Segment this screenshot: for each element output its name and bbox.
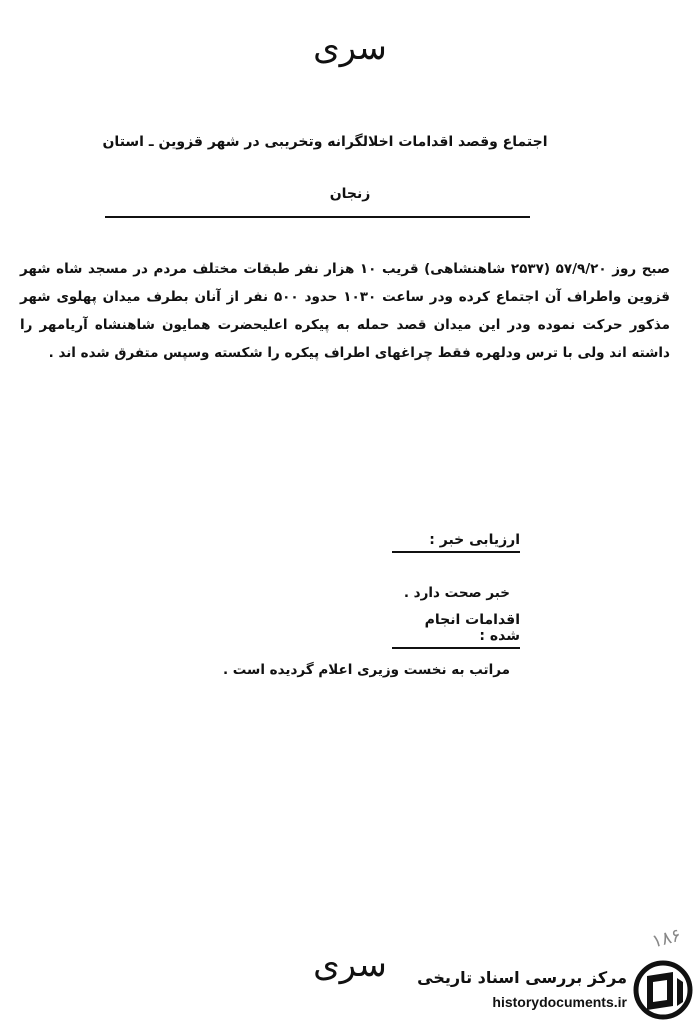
report-body xyxy=(20,255,670,367)
document-title: اجتماع وقصد اقدامات اخلالگرانه وتخریبی در شهر قزوین ـ استان xyxy=(102,134,548,150)
handwritten-number: ۱۸۶ xyxy=(649,924,684,953)
archive-logo-icon xyxy=(633,960,693,1020)
classification-top: سری xyxy=(313,28,387,68)
evaluation-text: خبر صحت دارد . xyxy=(403,585,510,601)
classification-bottom: سری xyxy=(313,945,387,985)
document-subtitle: زنجان xyxy=(329,186,371,202)
evaluation-heading: ارزیابی خبر : xyxy=(392,532,520,553)
report-paragraph: صبح روز ۵۷/۹/۲۰ (۲۵۳۷ شاهنشاهی) قریب ۱۰ هزار نفر طبقات مختلف مردم در مسجد شاه شهر قزوین واطراف آن اجتماع کرده ودر ساعت ۱۰۳۰ حدود ۵۰۰ نفر از آنان بطرف میدان پهلوی شهر مذکور حرکت نموده ودر این میدان قصد حمله به پیکره اعلیحضرت همایون شاهنشاه آریامهر را داشته اند ولی با ترس ودلهره فقط چراغهای اطراف پیکره را شکسته وسپس متفرق شده اند . xyxy=(20,261,670,361)
archive-name: مرکز بررسی اسناد تاریخی xyxy=(417,968,627,987)
archive-watermark xyxy=(408,960,693,1022)
actions-heading: اقدامات انجام شده : xyxy=(392,612,520,649)
title-underline xyxy=(105,216,530,218)
actions-text: مراتب به نخست وزیری اعلام گردیده است . xyxy=(222,662,510,678)
archive-url[interactable]: historydocuments.ir xyxy=(492,994,627,1010)
